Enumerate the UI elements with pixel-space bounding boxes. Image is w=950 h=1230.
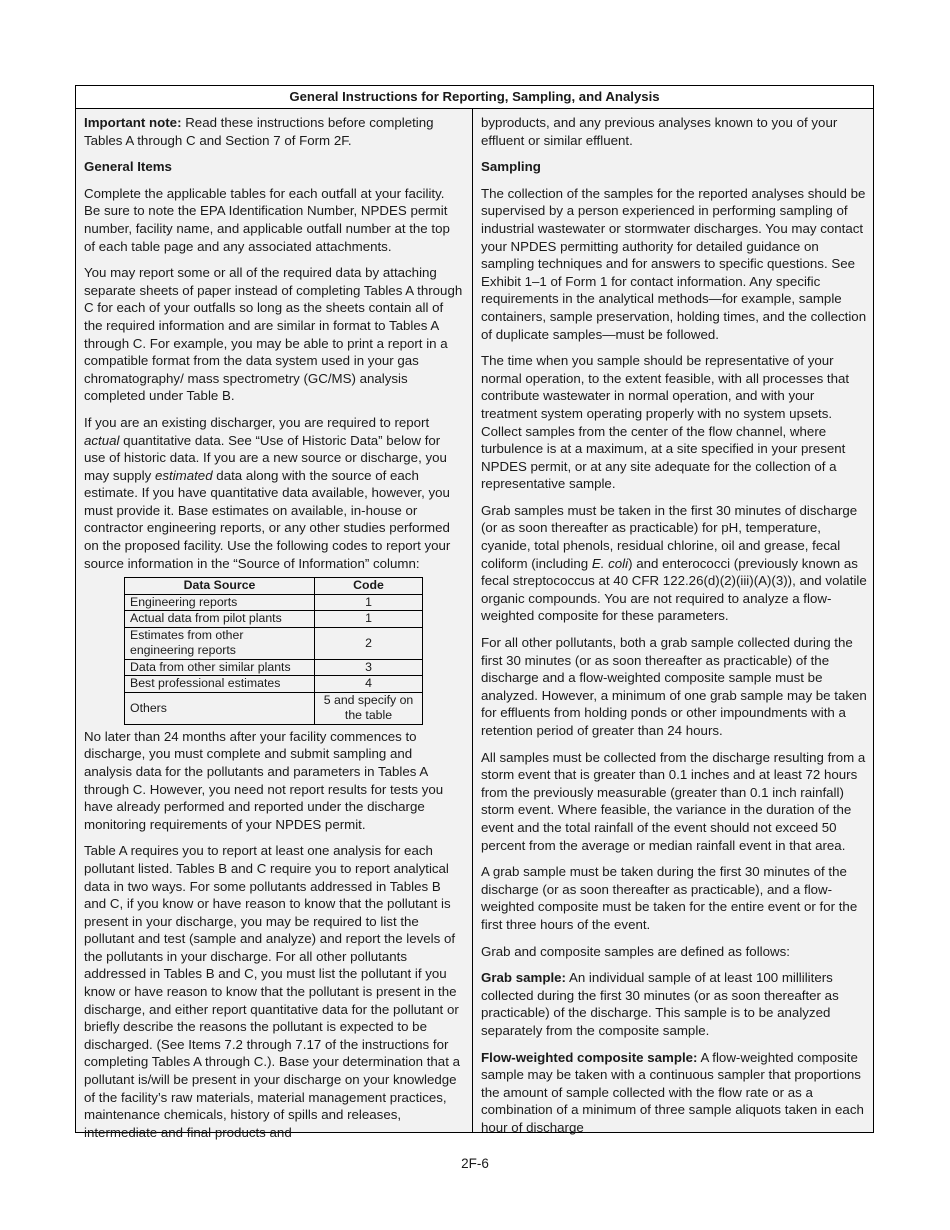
general-items-heading: General Items <box>84 159 172 175</box>
table-header-row <box>125 578 423 595</box>
paragraph: The collection of the samples for the reported analyses should be supervised by a person experienced in performing sampling of industrial wastewater or stormwater discharges. You may contact your NPDES permitting authority for detailed guidance on sampling techniques and for answers to specific questions. See Exhibit 1–1 of Form 1 for contact information. Any specific requirements in the analytical methods—for example, sample containers, sample preservation, holding times, and the collection of duplicate samples—must be followed. <box>481 185 867 342</box>
paragraph: Table A requires you to report at least one analysis for each pollutant listed. Tables B and C require you to report analytical data in two ways. For some pollutants addressed in Tables B and C, if you know or have reason to know that the pollutant is present in your discharge, you may be required to list the pollutant and test (sample and analyze) and report the levels of the pollutants in your discharge. For all other pollutants addressed in Tables B and C, you must list the pollutant if you know or have reason to know that the pollutant is present in the discharge, and either report quantitative data for the pollutant or briefly describe the reasons the pollutant is expected to be discharged. (See Items 7.2 through 7.17 of the instructions for completing Tables A through C.). Base your determination that a pollutant is/will be present in your discharge on your knowledge of the facility’s raw materials, material management practices, maintenance chemicals, history of spills and releases, intermediate and final products and <box>84 843 460 1140</box>
code-cell: 4 <box>315 676 423 693</box>
code-cell: 1 <box>315 594 423 611</box>
table-row <box>125 627 423 659</box>
paragraph: No later than 24 months after your facility commences to discharge, you must complete and submit sampling and analysis data for the pollutants and parameters in Tables A through C. However, you need not report results for tests you have already performed and reported under the discharge monitoring requirements of your NPDES permit. <box>84 728 444 832</box>
left-column <box>76 108 473 1140</box>
important-note-text: Read these instructions before completing Tables A through C and Section 7 of Form 2F. <box>84 115 434 148</box>
paragraph: byproducts, and any previous analyses known to you of your effluent or similar effluent. <box>481 115 838 148</box>
important-note <box>84 114 463 149</box>
emphasis-ecoli: E. coli <box>591 555 629 571</box>
header-data-source: Data Source <box>125 578 315 595</box>
emphasis-estimated: estimated <box>154 467 213 483</box>
important-note-label: Important note: <box>84 115 182 130</box>
code-cell: 3 <box>315 659 423 676</box>
emphasis-actual: actual <box>84 432 120 448</box>
table-row <box>125 594 423 611</box>
grab-sample-definition: Grab sample: An individual sample of at least 100 milliliters collected during the first 30 minutes (or as soon thereafter as practicable) of the discharge. This sample is to be analyzed separately from the composite sample. <box>481 970 839 1038</box>
flow-weighted-label: Flow-weighted composite sample: <box>481 1049 698 1065</box>
page-title: General Instructions for Reporting, Sampling, and Analysis <box>76 86 873 109</box>
grab-sample-label: Grab sample: <box>481 970 566 986</box>
paragraph: Grab samples must be taken in the first 30 minutes of discharge (or as soon thereafter as practicable) for pH, temperature, cyanide, total phenols, residual chlorine, oil and grease, fecal coliform (including E. coli) and enterococci (previously known as fecal streptococcus at 40 CFR 122.26(d)(2)(iii)(A)(3)), and volatile organic compounds. You are not required to analyze a flow-weighted composite for these parameters. <box>481 502 867 624</box>
data-source-table <box>124 577 423 725</box>
paragraph: Grab and composite samples are defined as follows: <box>481 943 790 959</box>
source-cell: Data from other similar plants <box>125 659 315 676</box>
page-number: 2F-6 <box>461 1156 489 1171</box>
source-cell: Best professional estimates <box>125 676 315 693</box>
table-row <box>125 692 423 724</box>
table-row <box>125 676 423 693</box>
sampling-heading: Sampling <box>481 159 541 175</box>
code-cell: 2 <box>315 627 423 659</box>
source-cell: Engineering reports <box>125 594 315 611</box>
code-cell: 1 <box>315 611 423 628</box>
flow-weighted-definition: Flow-weighted composite sample: A flow-weighted composite sample may be taken with a continuous sampler that proportions the amount of sample collected with the flow rate or as a combination of a minimum of three sample aliquots taken in each hour of discharge <box>481 1049 864 1135</box>
table-row <box>125 611 423 628</box>
table-row <box>125 659 423 676</box>
source-cell: Estimates from other engineering reports <box>125 627 315 659</box>
right-column <box>473 108 873 1135</box>
paragraph: All samples must be collected from the discharge resulting from a storm event that is greater than 0.1 inches and at least 72 hours from the previously measurable (greater than 0.1 inch rainfall) storm event. Where feasible, the variance in the duration of the event and the total rainfall of the event should not exceed 50 percent from the average or median rainfall event in that area. <box>481 749 866 853</box>
source-cell: Actual data from pilot plants <box>125 611 315 628</box>
paragraph: A grab sample must be taken during the first 30 minutes of the discharge (or as soon thereafter as practicable), and a flow-weighted composite must be taken for the entire event or for the first three hours of the event. <box>481 864 858 932</box>
code-cell: 5 and specify on the table <box>315 692 423 724</box>
source-cell: Others <box>125 692 315 724</box>
paragraph: The time when you sample should be representative of your normal operation, to the extent feasible, with all processes that contribute wastewater in normal operation, and with your treatment system operating properly with no system upsets. Collect samples from the center of the flow channel, where turbulence is at a maximum, at a site specified in your present NPDES permit, or at any site adequate for the collection of a representative sample. <box>481 353 850 492</box>
paragraph: You may report some or all of the required data by attaching separate sheets of paper instead of completing Tables A through C for each of your outfalls so long as the sheets contain all of the required information and are similar in format to Tables A through C. For example, you may be able to print a report in a compatible format from the data system used in your gas chromatography/ mass spectrometry (GC/MS) analysis completed under Table B. <box>84 265 463 404</box>
instructions-frame <box>75 85 874 1140</box>
paragraph: Complete the applicable tables for each outfall at your facility. Be sure to note the EPA Identification Number, NPDES permit number, facility name, and applicable outfall number at the top of each table page and any associated attachments. <box>84 185 450 254</box>
paragraph: If you are an existing discharger, you are required to report actual quantitative data. See “Use of Historic Data” below for use of historic data. If you are a new source or discharge, you may supply estimated data along with the source of each estimate. If you have quantitative data available, however, you must provide it. Base estimates on available, in-house or contractor engineering reports, or any other studies performed on the proposed facility. Use the following codes to report your source information in the “Source of Information” column: <box>84 414 451 571</box>
paragraph: For all other pollutants, both a grab sample collected during the first 30 minutes (or as soon thereafter as practicable) of the discharge and a flow-weighted composite sample must be analyzed. However, a minimum of one grab sample may be taken for effluents from holding ponds or other impoundments with a retention period of greater than 24 hours. <box>481 635 867 738</box>
header-code: Code <box>315 578 423 595</box>
